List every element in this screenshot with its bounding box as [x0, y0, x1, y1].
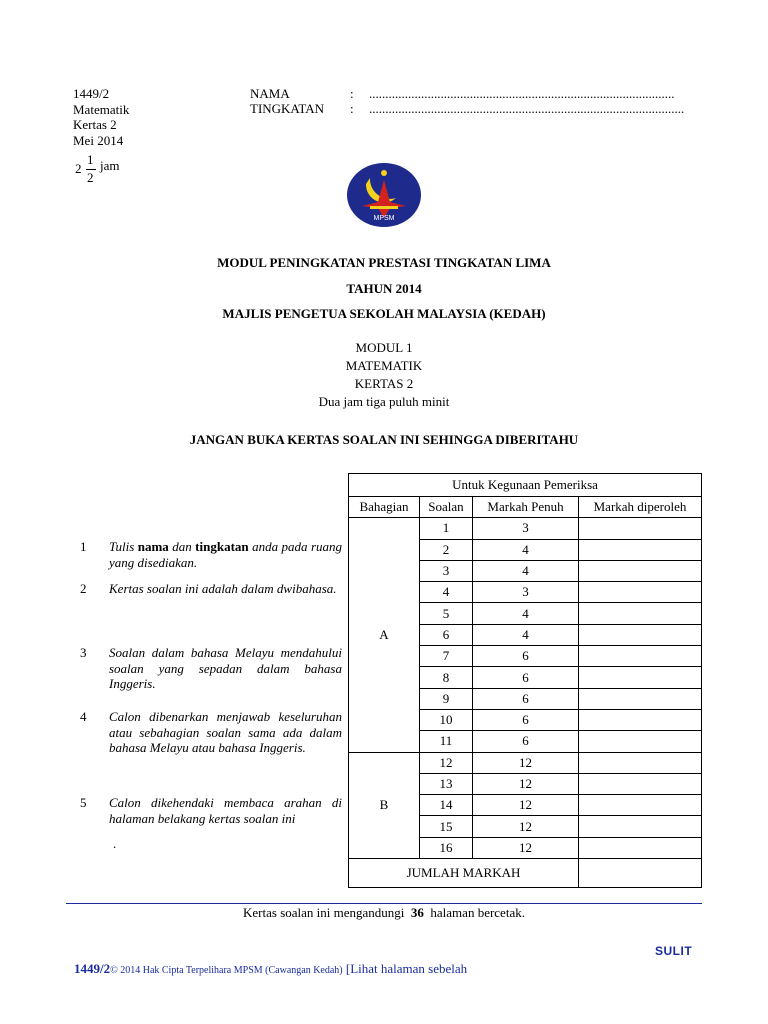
table-row	[349, 752, 702, 773]
marks-obtained-cell[interactable]	[579, 709, 702, 730]
instruction-number: 1	[80, 539, 87, 554]
full-marks: 4	[473, 603, 579, 624]
full-marks: 12	[473, 773, 579, 794]
question-number: 1	[420, 518, 473, 539]
name-field[interactable]: ..............................................................................................	[369, 86, 675, 101]
marks-obtained-cell[interactable]	[579, 795, 702, 816]
title-line-2: TAHUN 2014	[346, 281, 422, 296]
question-number: 11	[420, 731, 473, 752]
question-number: 4	[420, 582, 473, 603]
question-number: 16	[420, 837, 473, 858]
subject-label: MATEMATIK	[345, 358, 423, 373]
marks-obtained-cell[interactable]	[579, 518, 702, 539]
question-number: 13	[420, 773, 473, 794]
full-marks: 3	[473, 518, 579, 539]
duration-unit: jam	[100, 158, 120, 173]
question-number: 10	[420, 709, 473, 730]
warning-text: JANGAN BUKA KERTAS SOALAN INI SEHINGGA DIBERITAHU	[189, 432, 579, 447]
form-field[interactable]: .................................................................................................	[369, 101, 685, 116]
duration-denominator: 2	[87, 170, 94, 185]
question-number: 3	[420, 560, 473, 581]
instruction-number: 5	[80, 795, 87, 810]
sulit-mark: SULIT	[655, 944, 693, 958]
full-marks: 12	[473, 795, 579, 816]
marks-obtained-cell[interactable]	[579, 752, 702, 773]
paper-info	[73, 86, 129, 148]
name-label: NAMA	[250, 86, 290, 101]
marks-obtained-cell[interactable]	[579, 646, 702, 667]
stray-dot: .	[113, 836, 117, 851]
duration-numerator: 1	[87, 152, 94, 167]
instruction-text: Calon dikehendaki membaca arahan di halaman belakang kertas soalan ini	[109, 795, 342, 826]
mpsm-logo-icon	[346, 162, 422, 228]
question-number: 6	[420, 624, 473, 645]
paper-date: Mei 2014	[73, 132, 124, 148]
instruction-number: 4	[80, 709, 87, 724]
full-marks: 6	[473, 667, 579, 688]
footer-code: 1449/2	[74, 961, 111, 976]
table-total-row	[349, 859, 702, 888]
instruction-4	[80, 709, 342, 756]
time-label: Dua jam tiga puluh minit	[318, 394, 450, 409]
full-marks: 6	[473, 709, 579, 730]
marks-obtained-cell[interactable]	[579, 773, 702, 794]
instruction-text: Calon dibenarkan menjawab keseluruhan atau sebahagian soalan sama ada dalam bahasa Melayu atau bahasa Inggeris.	[109, 709, 342, 755]
question-number: 12	[420, 752, 473, 773]
paper-subject: Matematik	[73, 101, 130, 117]
full-marks: 12	[473, 752, 579, 773]
module-label: MODUL 1	[355, 340, 413, 355]
full-marks: 4	[473, 560, 579, 581]
question-number: 2	[420, 539, 473, 560]
paper-label: KERTAS 2	[354, 376, 414, 391]
footer	[74, 961, 467, 977]
question-number: 5	[420, 603, 473, 624]
instruction-text: Kertas soalan ini adalah dalam dwibahasa.	[109, 581, 337, 596]
name-colon: :	[350, 86, 354, 101]
instruction-text: Soalan dalam bahasa Melayu mendahului soalan yang sepadan dalam bahasa Inggeris.	[109, 645, 342, 691]
marks-obtained-cell[interactable]	[579, 603, 702, 624]
table-header-row	[349, 497, 702, 518]
question-number: 9	[420, 688, 473, 709]
full-marks: 6	[473, 646, 579, 667]
header-question: Soalan	[420, 497, 473, 518]
marks-obtained-cell[interactable]	[579, 624, 702, 645]
title-line-1: MODUL PENINGKATAN PRESTASI TINGKATAN LIMA	[217, 255, 551, 270]
instruction-5	[80, 795, 342, 826]
section-b-cell: B	[349, 752, 420, 858]
marks-obtained-cell[interactable]	[579, 667, 702, 688]
instruction-number: 3	[80, 645, 87, 660]
instruction-3	[80, 645, 342, 692]
form-colon: :	[350, 101, 354, 116]
instruction-2	[80, 581, 342, 597]
divider	[66, 903, 702, 904]
marks-obtained-cell[interactable]	[579, 837, 702, 858]
full-marks: 4	[473, 539, 579, 560]
marks-obtained-cell[interactable]	[579, 816, 702, 837]
question-number: 14	[420, 795, 473, 816]
duration-whole: 2	[75, 161, 82, 176]
paper-number: Kertas 2	[73, 117, 117, 132]
question-number: 8	[420, 667, 473, 688]
marks-obtained-cell[interactable]	[579, 582, 702, 603]
footer-copyright: © 2014 Hak Cipta Terpelihara MPSM (Cawangan Kedah)	[110, 965, 343, 976]
title-line-3: MAJLIS PENGETUA SEKOLAH MALAYSIA (KEDAH)	[222, 306, 546, 321]
total-label: JUMLAH MARKAH	[349, 859, 579, 888]
full-marks: 6	[473, 688, 579, 709]
footer-next-page: [Lihat halaman sebelah	[345, 961, 468, 976]
question-number: 7	[420, 646, 473, 667]
full-marks: 12	[473, 837, 579, 858]
form-label: TINGKATAN	[250, 101, 325, 116]
section-a-cell: A	[349, 518, 420, 752]
header-marks-obtained: Markah diperoleh	[579, 497, 702, 518]
full-marks: 3	[473, 582, 579, 603]
marks-obtained-cell[interactable]	[579, 688, 702, 709]
marks-obtained-cell[interactable]	[579, 560, 702, 581]
marks-obtained-cell[interactable]	[579, 539, 702, 560]
question-number: 15	[420, 816, 473, 837]
instruction-number: 2	[80, 581, 87, 596]
full-marks: 4	[473, 624, 579, 645]
full-marks: 6	[473, 731, 579, 752]
logo-text: MPSM	[373, 215, 395, 222]
total-marks-cell[interactable]	[579, 859, 702, 888]
paper-code: 1449/2	[73, 86, 110, 101]
instruction-1: 1 Tulis nama dan tingkatan anda pada ruang yang disediakan.	[80, 539, 343, 570]
page-count: 36	[410, 905, 424, 920]
header-section: Bahagian	[349, 497, 420, 518]
marks-obtained-cell[interactable]	[579, 731, 702, 752]
full-marks: 12	[473, 816, 579, 837]
page-count-note: Kertas soalan ini mengandungi 36 halaman bercetak.	[243, 905, 525, 920]
mpsm-logo	[346, 162, 422, 228]
table-title: Untuk Kegunaan Pemeriksa	[349, 474, 702, 497]
table-row	[349, 518, 702, 539]
header-full-marks: Markah Penuh	[473, 497, 579, 518]
examiner-table	[348, 473, 702, 888]
